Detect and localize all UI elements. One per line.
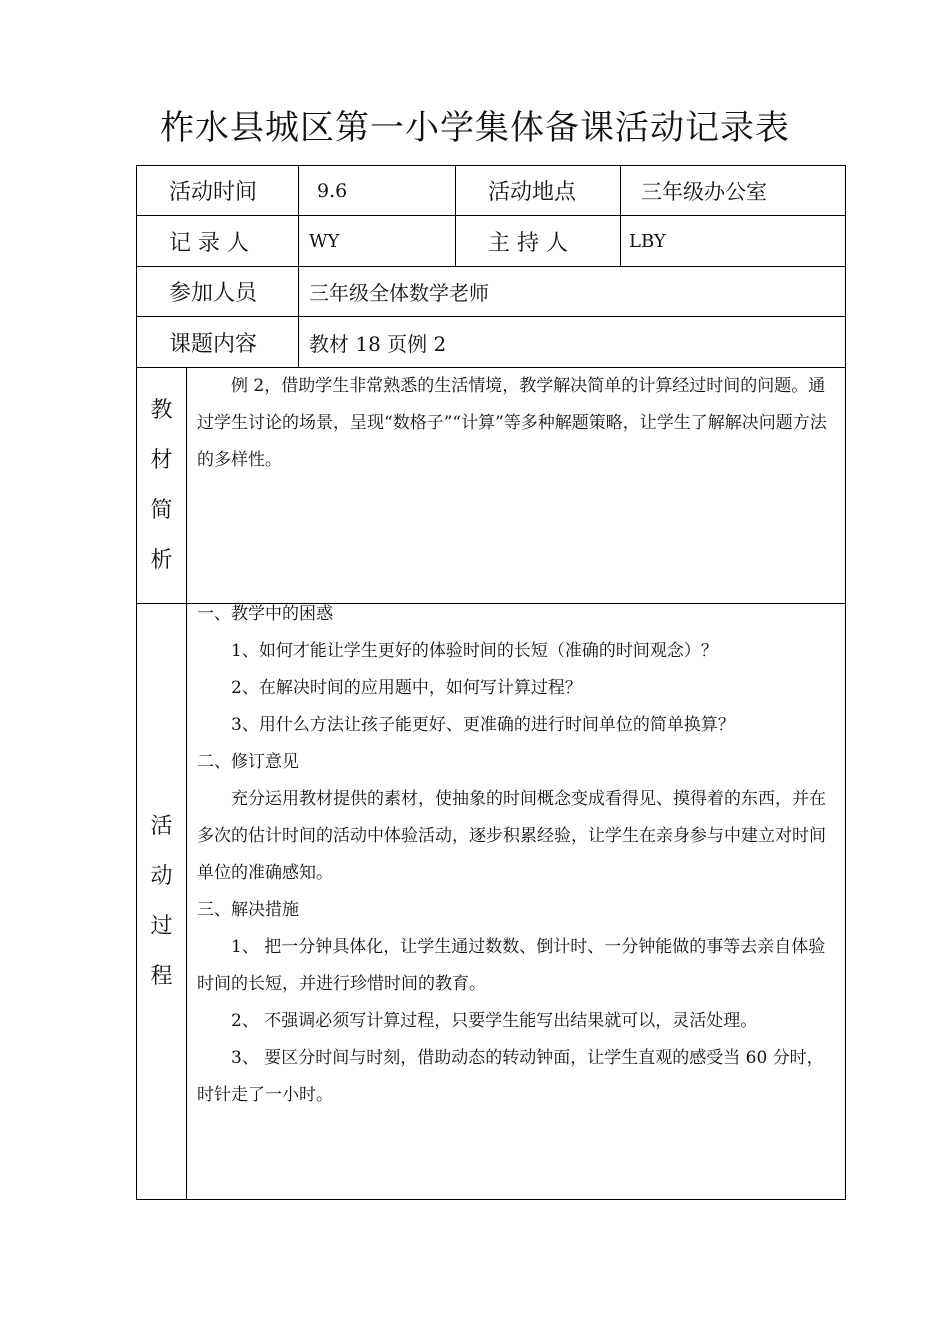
section-heading-measures: 三、解决措施 xyxy=(197,900,299,920)
activity-place-label: 活动地点 xyxy=(456,166,621,215)
topic-label: 课题内容 xyxy=(137,317,299,367)
material-analysis-label: 教 材 简 析 xyxy=(137,368,187,603)
record-table xyxy=(136,165,846,1200)
activity-process-label: 活 动 过 程 xyxy=(137,604,187,1199)
row-topic xyxy=(137,317,845,368)
revision-text: 充分运用教材提供的素材，使抽象的时间概念变成看得见、摸得着的东西，并在多次的估计时间的活动中体验活动，逐步积累经验，让学生在亲身参与中建立对时间单位的准确感知。 xyxy=(197,789,826,883)
activity-time-label: 活动时间 xyxy=(137,166,299,215)
recorder-value: WY xyxy=(299,216,456,266)
section-heading-confusions: 一、教学中的困惑 xyxy=(197,604,333,624)
topic-value: 教材 18 页例 2 xyxy=(309,331,447,356)
participants-label: 参加人员 xyxy=(137,267,299,316)
list-item: 2、在解决时间的应用题中，如何写计算过程？ xyxy=(231,678,582,698)
document-title: 柞水县城区第一小学集体备课活动记录表 xyxy=(160,108,790,148)
material-analysis-text: 例 2，借助学生非常熟悉的生活情境，教学解决简单的计算经过时间的问题。通过学生讨论的场景，呈现“数格子”“计算”等多种解题策略，让学生了解解决问题方法的多样性。 xyxy=(197,376,827,470)
host-value: LBY xyxy=(629,230,666,252)
recorder-label: 记 录 人 xyxy=(137,216,299,266)
activity-place-value: 三年级办公室 xyxy=(641,179,767,204)
host-label: 主 持 人 xyxy=(456,216,621,266)
row-material-analysis xyxy=(137,368,845,604)
activity-process-content xyxy=(187,596,845,1199)
row-participants xyxy=(137,267,845,317)
list-item: 1、如何才能让学生更好的体验时间的长短（准确的时间观念）？ xyxy=(231,641,718,661)
list-item: 3、 要区分时间与时刻，借助动态的转动钟面，让学生直观的感受当 60 分时，时针走了一小时。 xyxy=(197,1048,824,1105)
material-analysis-content xyxy=(187,368,845,603)
row-activity-process xyxy=(137,604,845,1199)
row-recorder-host xyxy=(137,216,845,267)
list-item: 2、 不强调必须写计算过程，只要学生能写出结果就可以，灵活处理。 xyxy=(231,1011,758,1031)
participants-value: 三年级全体数学老师 xyxy=(309,281,489,305)
list-item: 1、 把一分钟具体化，让学生通过数数、倒计时、一分钟能做的事等去亲自体验时间的长短，并进行珍惜时间的教育。 xyxy=(197,937,826,994)
list-item: 3、用什么方法让孩子能更好、更准确的进行时间单位的简单换算？ xyxy=(231,715,735,735)
section-heading-revisions: 二、修订意见 xyxy=(197,752,299,772)
row-time-place xyxy=(137,166,845,216)
activity-time-value: 9.6 xyxy=(299,166,456,215)
